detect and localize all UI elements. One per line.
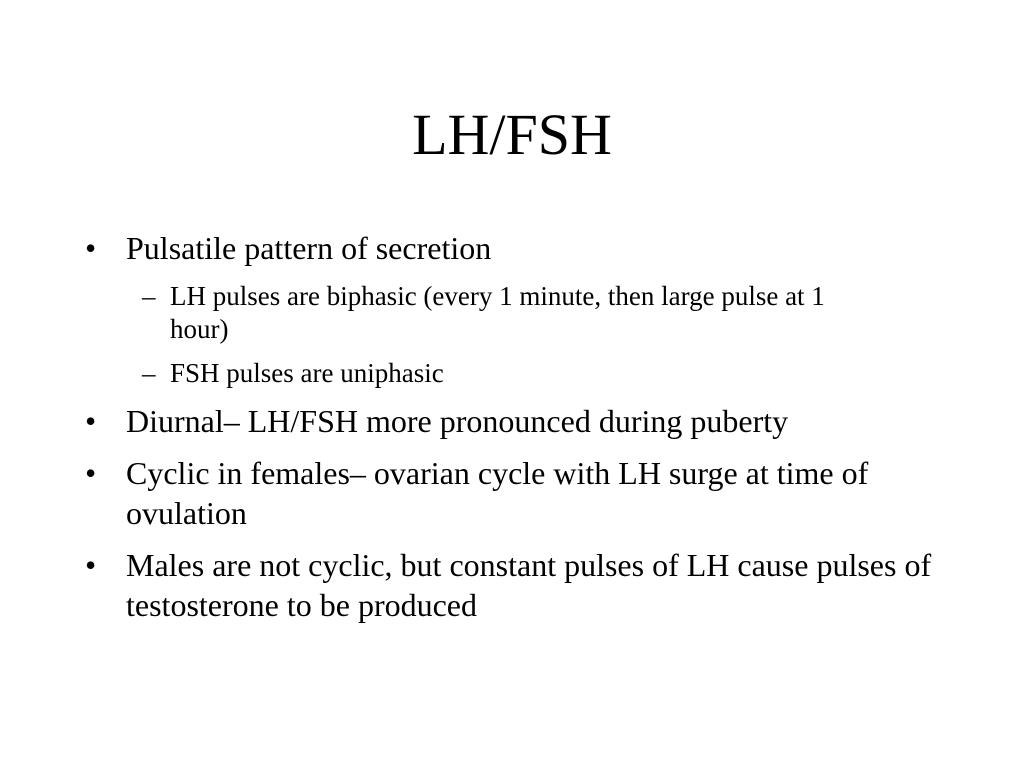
- slide-title: LH/FSH: [412, 102, 612, 167]
- bullet-marker: •: [85, 455, 97, 491]
- sub-bullet-item: [0, 280, 870, 346]
- bullet-marker: •: [85, 547, 97, 583]
- slide-body: [0, 228, 1024, 637]
- bullet-item: [0, 545, 946, 625]
- bullet-text: Males are not cyclic, but constant pulses of LH cause pulses of testosterone to be produced: [126, 547, 932, 623]
- sub-bullet-text: FSH pulses are uniphasic: [170, 358, 444, 388]
- bullet-text: Diurnal– LH/FSH more pronounced during puberty: [126, 403, 789, 439]
- bullet-marker: •: [85, 403, 97, 439]
- bullet-item: [0, 228, 946, 268]
- bullet-text: Cyclic in females– ovarian cycle with LH surge at time of ovulation: [126, 455, 869, 531]
- sub-bullet-marker: –: [142, 281, 156, 311]
- bullet-marker: •: [85, 230, 97, 266]
- bullet-item: [0, 401, 946, 441]
- bullet-text: Pulsatile pattern of secretion: [126, 230, 492, 266]
- sub-bullet-text: LH pulses are biphasic (every 1 minute, then large pulse at 1 hour): [170, 281, 825, 344]
- sub-bullet-item: [0, 357, 870, 390]
- sub-bullet-marker: –: [142, 358, 156, 388]
- bullet-item: [0, 453, 946, 533]
